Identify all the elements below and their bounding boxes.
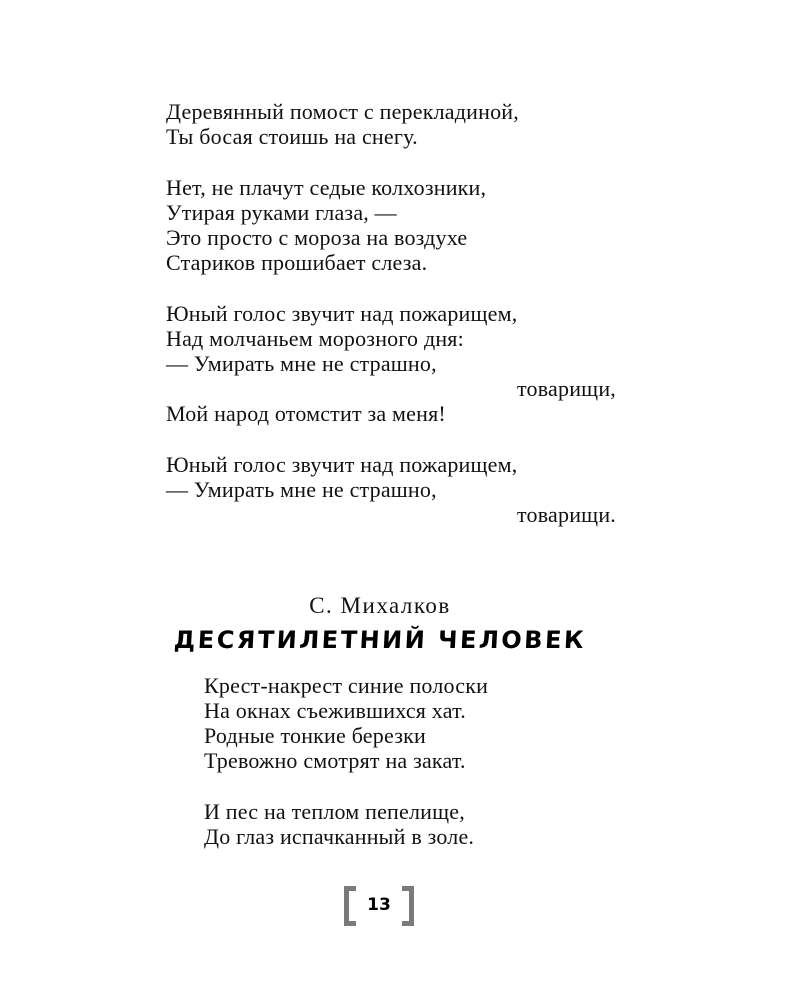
poem-line: Ты босая стоишь на снегу.: [166, 124, 418, 149]
author-name: С. Михалков: [309, 593, 451, 618]
poem-line: Тревожно смотрят на закат.: [204, 748, 466, 773]
poem-line: Родные тонкие березки: [204, 723, 426, 748]
poem-line-continued: товарищи,: [517, 376, 616, 401]
poem-second: [204, 673, 624, 875]
poem-line: — Умирать мне не страшно,: [166, 351, 437, 376]
poem-line: Нет, не плачут седые колхозники,: [166, 175, 487, 200]
page-number-text: 13: [367, 895, 391, 915]
poem-line: Утирая руками глаза, —: [166, 200, 397, 225]
poem-title: ДЕСЯТИЛЕТНИЙ ЧЕЛОВЕК: [173, 626, 587, 654]
stanza: [166, 99, 616, 149]
page-number: [344, 886, 414, 928]
poem-line: Деревянный помост с перекладиной,: [166, 99, 519, 124]
poem-line: Это просто с мороза на воздухе: [166, 225, 468, 250]
poem-line: Юный голос звучит над пожарищем,: [166, 452, 518, 477]
poem-line: Стариков прошибает слеза.: [166, 250, 428, 275]
poem-line: До глаз испачканный в золе.: [204, 824, 475, 849]
poem-line: Крест-накрест синие полоски: [204, 673, 489, 698]
stanza: [204, 799, 624, 849]
poem-first: [166, 99, 616, 553]
poem-line: — Умирать мне не страшно,: [166, 477, 437, 502]
poem-line: Юный голос звучит над пожарищем,: [166, 301, 518, 326]
stanza: [204, 673, 624, 773]
poem-line: И пес на теплом пепелище,: [204, 799, 465, 824]
stanza: [166, 301, 616, 426]
poem-line: Мой народ отомстит за меня!: [166, 401, 446, 426]
stanza: [166, 175, 616, 275]
stanza: [166, 452, 616, 527]
poem-line-continued: товарищи.: [517, 502, 616, 527]
poem-line: На окнах съежившихся хат.: [204, 698, 466, 723]
poem-line: Над молчаньем морозного дня:: [166, 326, 464, 351]
